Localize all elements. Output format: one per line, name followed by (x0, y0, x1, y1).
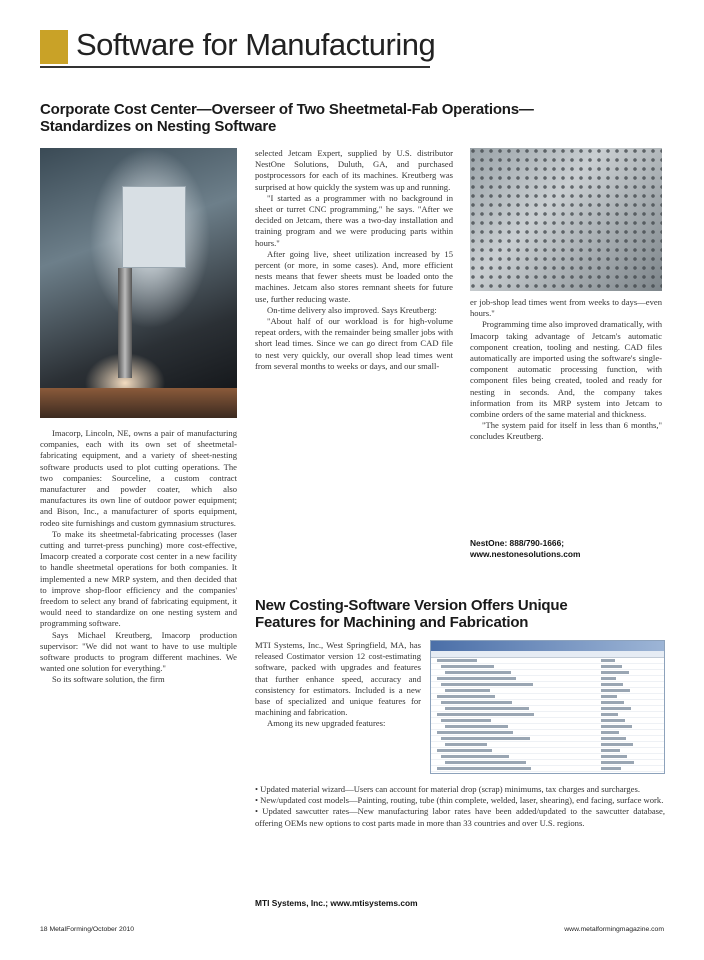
article1-column3 (470, 297, 662, 535)
article1-paragraph: Programming time also improved dramatically, with Imacorp taking advantage of Jetcam's automatic component creation, tooling and nesting. CAD files automatically are imported using the software's single-component automatic processing function, with component files being created, tooled and ready for nesting in seconds. And, the company takes information from its MRP system into Jetcam to combine orders of the same material and thickness. (470, 319, 662, 420)
article2-title-line2: Features for Machining and Fabrication (255, 614, 529, 631)
costimator-screenshot (430, 640, 665, 774)
sheet-metal-shape (40, 388, 237, 418)
article1-paragraph: selected Jetcam Expert, supplied by U.S. distributor NestOne Solutions, Duluth, GA, and purchased postprocessors for each of its machines. Kreutberg was surprised at how quickly the system was up and running. (255, 148, 453, 192)
article1-column1 (40, 428, 237, 918)
laser-cutting-photo (40, 148, 237, 418)
article1-title-line2: Standardizes on Nesting Software (40, 118, 277, 135)
article1-column2 (255, 148, 453, 560)
article2-bullets (255, 784, 665, 896)
article1-contact (470, 538, 662, 559)
article1-title (40, 101, 670, 135)
contact-website[interactable]: www.nestonesolutions.com (470, 548, 581, 559)
article1-paragraph: After going live, sheet utilization increased by 15 percent (or more, in some cases). And, more efficient nests means that fewer sheets must be loaded onto the machines. Jetcam also stores remnant sheets for future use, further reducing waste. (255, 248, 453, 304)
screenshot-row (431, 766, 664, 772)
article2-bullet: • New/updated cost models—Painting, routing, tube (thin complete, welded, laser, shearing), end facing, surface work. (255, 795, 664, 806)
article1-title-line1: Corporate Cost Center—Overseer of Two Sheetmetal-Fab Operations— (40, 101, 534, 118)
article2-bullet: • Updated material wizard—Users can account for material drop (scrap) minimums, tax charges and surcharges. (255, 784, 640, 794)
article2-title-line1: New Costing-Software Version Offers Unique (255, 597, 568, 614)
article1-paragraph: "I started as a programmer with no background in sheet or turret CNC programming," he says. "After we decided on Jetcam, there was a two-day installation and training program and we were producing parts within hours." (255, 192, 453, 248)
article1-paragraph: Says Michael Kreutberg, Imacorp production supervisor: "We did not want to have to use multiple software products to program different machines. We wanted one solution for everything." (40, 629, 237, 674)
article1-paragraph: "The system paid for itself in less than 6 months," concludes Kreutberg. (470, 420, 662, 442)
screenshot-menubar (431, 651, 664, 658)
screenshot-rows (431, 658, 664, 772)
perforated-sheet-photo (470, 148, 662, 291)
perforation-pattern (470, 148, 662, 291)
section-color-bar (40, 30, 68, 64)
article2-contact[interactable]: MTI Systems, Inc.; www.mtisystems.com (255, 898, 418, 908)
footer-page-info: 18 MetalForming/October 2010 (40, 926, 135, 933)
article1-paragraph: To make its sheetmetal-fabricating processes (laser cutting and turret-press punching) more cost-effective, Imacorp created a corporate cost center in a new facility to handle sheetmetal operations for both companies. It implemented a new MRP system, and then decided that to improve shop-floor efficiency and the companies' freedom to select any brand of fabricating equipment, it would need to standardize on one nesting system and programming software. (40, 528, 237, 629)
article1-paragraph: "About half of our workload is for high-volume repeat orders, with the remainder being smaller jobs with short lead times. Since we can go direct from CAD file to nest very quickly, our overall shop lead times went from several months to weeks or days, and our small- (255, 316, 453, 371)
section-rule (40, 66, 430, 68)
contact-phone: NestOne: 888/790-1666; (470, 538, 565, 548)
article2-intro (255, 640, 421, 780)
laser-nozzle-shape (118, 268, 132, 378)
article1-paragraph: Imacorp, Lincoln, NE, owns a pair of manufacturing companies, each with its own set of sheetmetal-fabricating equipment, and a variety of sheet-nesting software products used to plot cutting operations. The two companies: Sourceline, a custom contract manufacturer and powder coater, which also manufactures its own line of outdoor power equipment; and Bison, Inc., a manufacturer of sports equipment, rodeo site furnishings and custom gymnasium structures. (40, 428, 237, 528)
article2-bullet: • Updated sawcutter rates—New manufacturing labor rates have been added/updated to the sawcutter database, offering OEMs new options to cost parts made in more than 33 countries and over U.S. regions. (255, 806, 665, 828)
article1-paragraph: er job-shop lead times went from weeks to days—even hours." (470, 297, 662, 319)
article2-paragraph: Among its new upgraded features: (267, 718, 386, 729)
article1-paragraph: So its software solution, the firm (52, 674, 165, 685)
screenshot-titlebar (431, 641, 664, 651)
section-title: Software for Manufacturing (76, 27, 436, 62)
article1-paragraph: On-time delivery also improved. Says Kreutberg: (267, 304, 437, 315)
article2-paragraph: MTI Systems, Inc., West Springfield, MA, has released Costimator version 12 cost-estimating software, packed with upgrades and features that further enhance speed, accuracy and consistency for estimators. Included is a new base of specialized and unique features for machining and fabrication. (255, 640, 421, 718)
footer-website[interactable]: www.metalformingmagazine.com (564, 926, 664, 933)
article2-title (255, 597, 665, 631)
laser-head-shape (122, 186, 186, 268)
